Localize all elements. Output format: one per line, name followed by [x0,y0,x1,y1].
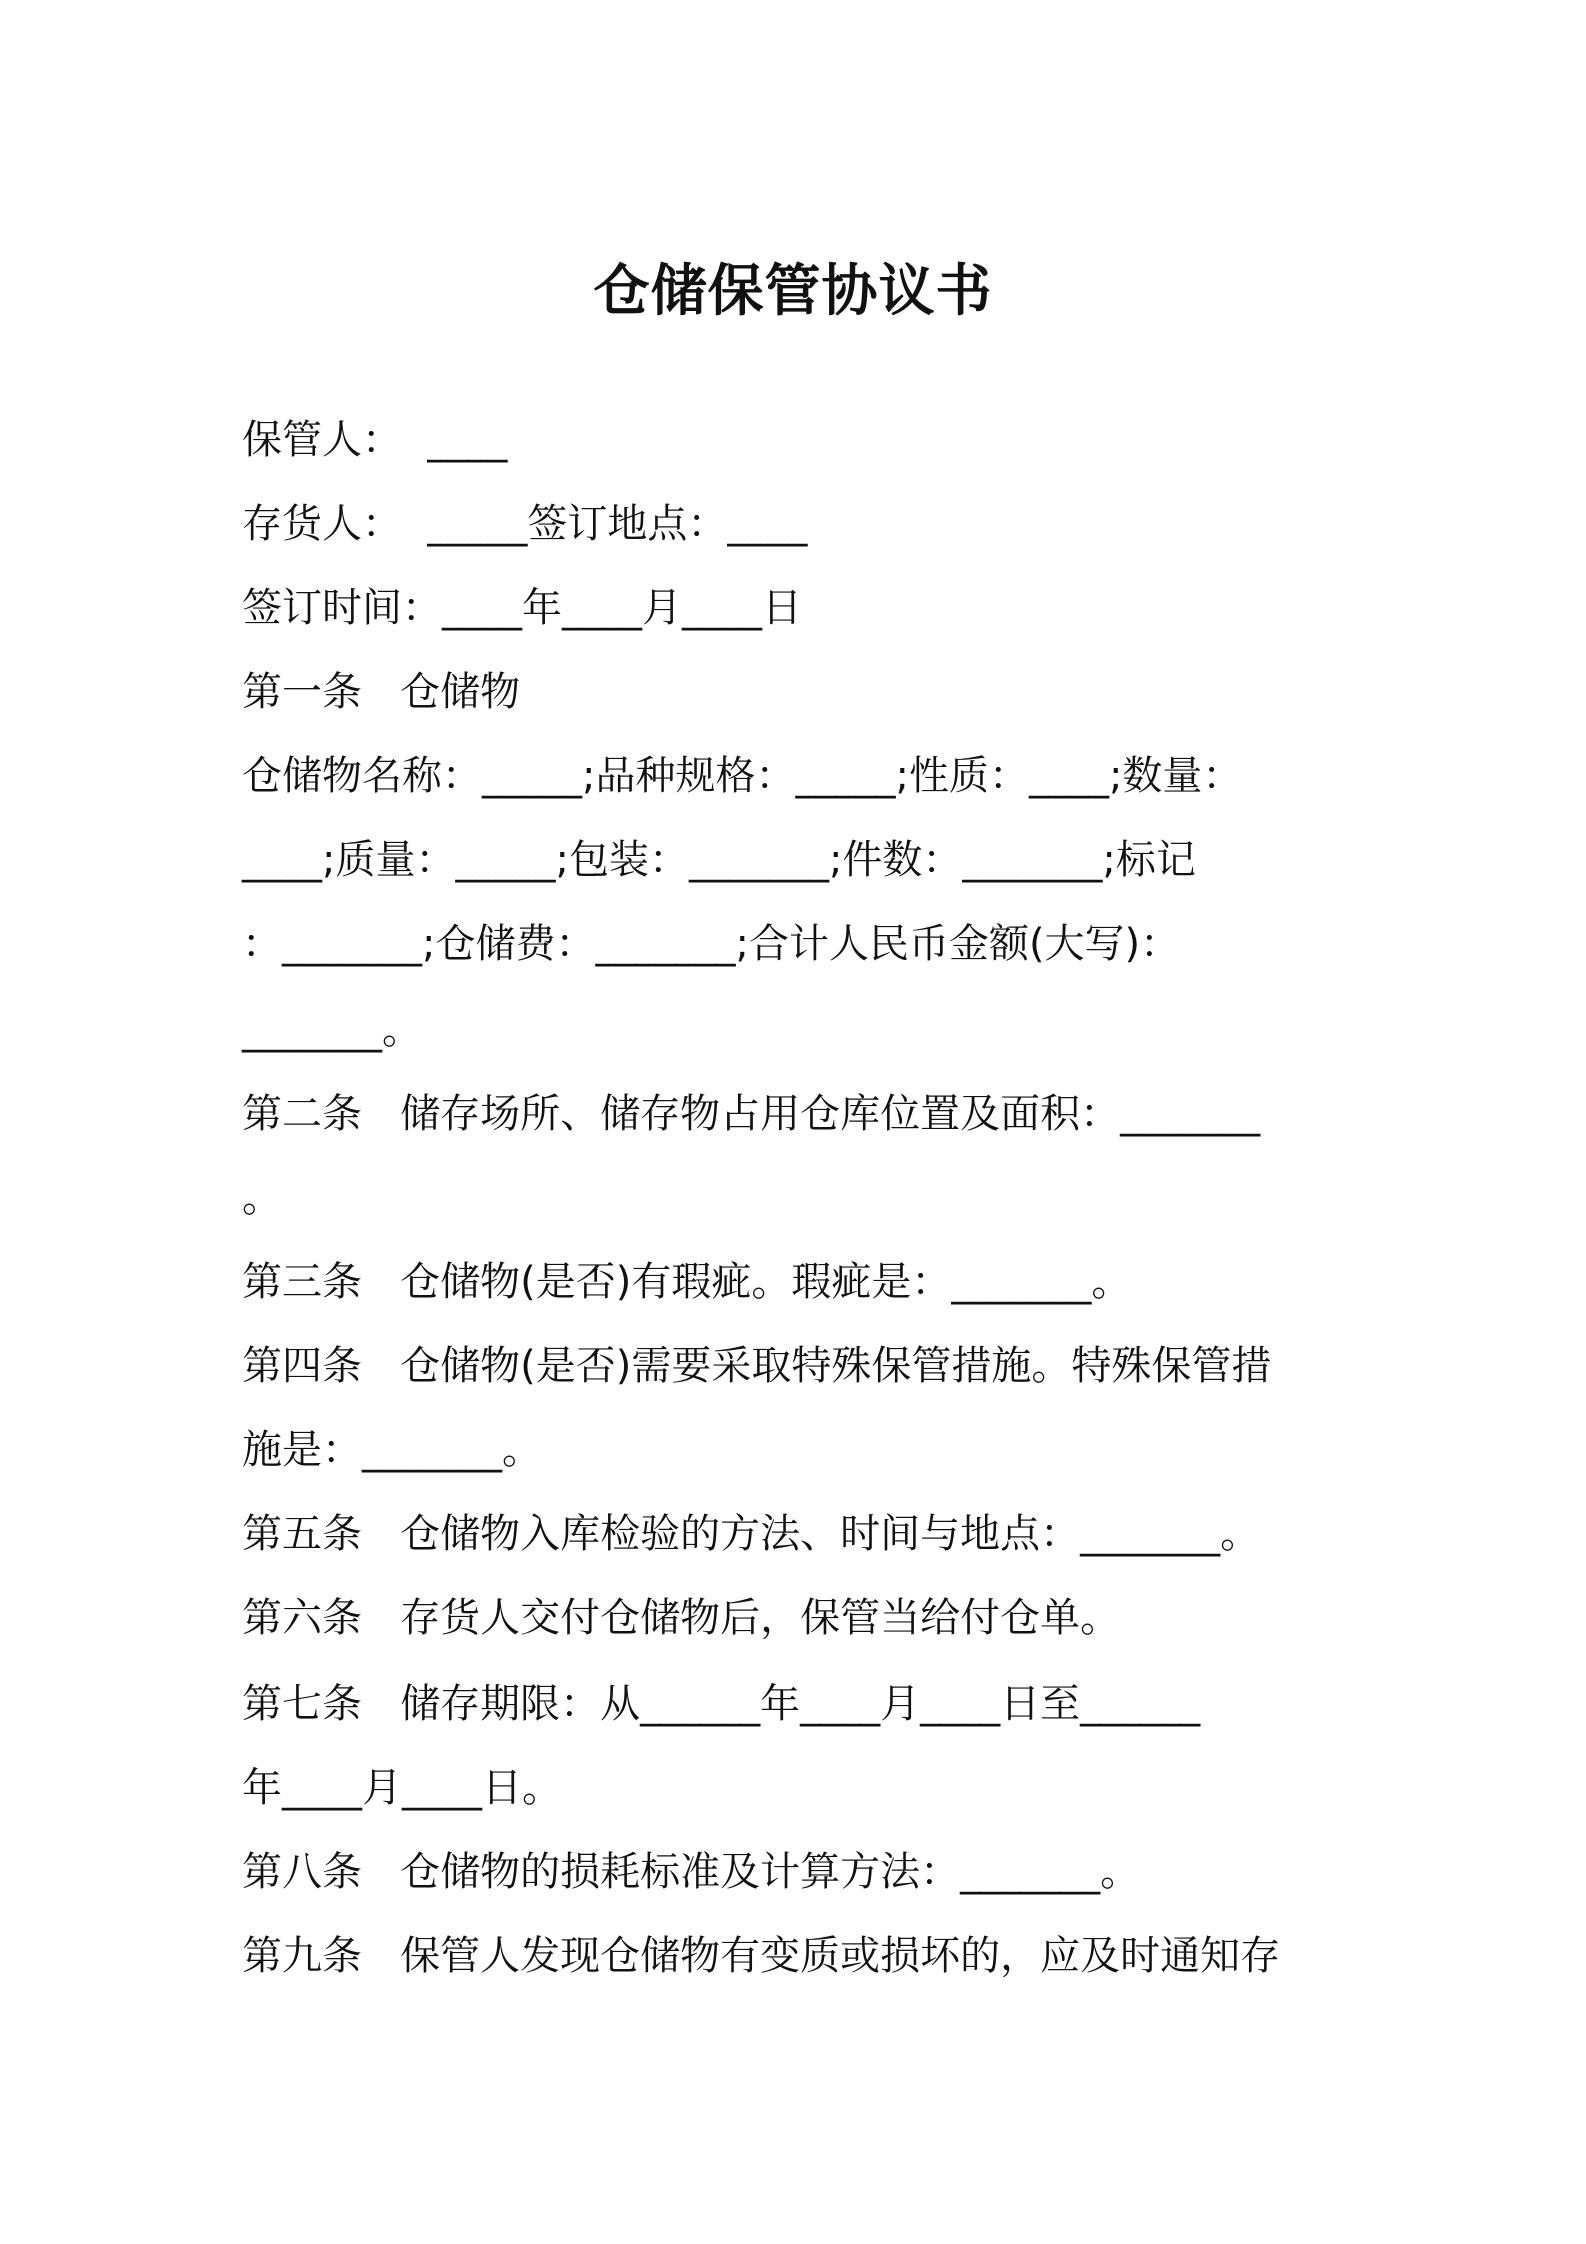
article-2-line-1: 第二条 储存场所、储存物占用仓库位置及面积：_______ [242,1091,1261,1137]
article-3: 第三条 仓储物(是否)有瑕疵。瑕疵是：_______。 [242,1259,1132,1305]
signing-date-line: 签订时间：____年____月____日 [242,585,802,631]
document-title: 仓储保管协议书 [593,259,993,324]
article-6: 第六条 存货人交付仓储物后，保管当给付仓单。 [242,1595,1121,1641]
article-4-line-2: 施是：_______。 [242,1427,542,1473]
article-2-line-2: 。 [242,1175,282,1221]
article-1-line-3: ：_______;仓储费：_______;合计人民币金额(大写)： [242,921,1181,967]
article-7-line-2: 年____月____日。 [242,1765,562,1811]
article-7-line-1: 第七条 储存期限：从______年____月____日至______ [242,1681,1201,1727]
article-8: 第八条 仓储物的损耗标准及计算方法：_______。 [242,1849,1141,1895]
article-4-line-1: 第四条 仓储物(是否)需要采取特殊保管措施。特殊保管措 [242,1343,1272,1389]
article-1-line-1: 仓储物名称：_____;品种规格：_____;性质：____;数量： [242,753,1243,799]
article-9-line-1: 第九条 保管人发现仓储物有变质或损坏的，应及时通知存 [242,1933,1281,1979]
article-1-heading: 第一条 仓储物 [242,669,521,715]
custodian-line: 保管人： ____ [242,417,508,463]
article-5: 第五条 仓储物入库检验的方法、时间与地点：_______。 [242,1511,1261,1557]
depositor-line: 存货人： _____签订地点：____ [242,501,808,547]
article-1-line-2: ____;质量：_____;包装：_______;件数：_______;标记 [242,837,1196,883]
article-1-line-4: _______。 [242,1007,422,1053]
